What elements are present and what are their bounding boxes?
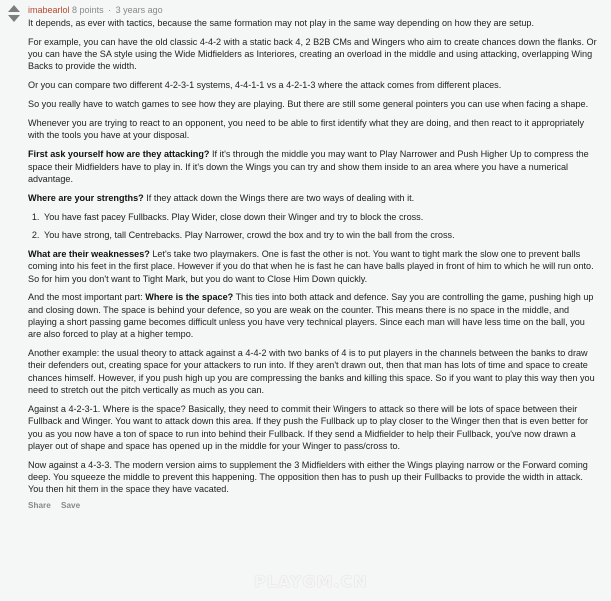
paragraph-text: And the most important part: [28,292,146,303]
paragraph-text: If it's through the middle you may want to Play Narrower and Push Higher Up to compress the space their Midfielders have to play in. If it's down the Wings you can try and show them inside to an area where you have a numerical advantage. [28,149,589,184]
comment-meta [28,3,600,17]
paragraph: For example, you can have the old classic 4-4-2 with a static back 4, 2 B2B CMs and Wingers who aim to create chances down the flanks. Or you can have the SA style using the Wide Midfielders as Interiores, creating an overload in the middle and using attacking, overlapping Wing Backs to provide the width. [28,36,597,72]
comment-points: 8 points [72,5,104,15]
vote-column [8,5,20,22]
bold-question: Where is the space? [145,292,234,303]
bold-question: Where are your strengths? [28,192,144,203]
comment [28,3,600,510]
paragraph [28,248,600,285]
paragraph: Against a 4-2-3-1. Where is the space? Basically, they need to commit their Wingers to attack so there will be lots of space between their Fullback and Winger. You want to attack down this area. If they push the Fullback up to play closer to the Winger then that is even better for you as you now have a ton of space to run into behind their Fullback. If they send a Midfielder to help their Fullback, you've now drawn a player out of shape and space has opened up in the middle for your Winger to pass/cross to. [28,403,589,451]
paragraph-text: If they attack down the Wings there are two ways of dealing with it. [143,192,415,203]
paragraph: It depends, as ever with tactics, because the same formation may not play in the same way depending on how they are setup. [28,18,534,28]
numbered-list [28,211,600,242]
comment-actions [28,501,600,510]
watermark-logo: PLAYGM.CN [254,572,368,591]
paragraph [28,148,600,185]
paragraph: So you really have to watch games to see how they are playing. But there are still some general pointers you can use when facing a shape. [28,99,589,110]
paragraph: Whenever you are trying to react to an opponent, you need to be able to first identify what they are doing, and then react to it appropriately with the tools you have at your disposal. [28,118,585,141]
paragraph: Another example: the usual theory to attack against a 4-4-2 with two banks of 4 is to put players in the channels between the banks to draw their defenders out, creating space for your attackers to run into. If they aren't drawn out, then that man has lots of time and space to create chances himself. However, if you push high up you are compressing the banks and killing this space. So if you want to play this way then you need to stretch out the pitch vertically as much as you can. [28,348,595,396]
list-item: 1. You have fast pacey Fullbacks. Play Wider, close down their Winger and try to block the cross. [42,211,600,223]
paragraph-text: Let's take two playmakers. One is fast the other is not. You want to tight mark the slow one to prevent balls coming into his feet in the first place. However if you do that when he is fast he can have balls played in front of him to which he will run onto. So for him you don't want to Tight Mark, but you do want to Close Him Down quickly. [28,248,594,284]
save-button[interactable]: Save [61,501,81,511]
downvote-arrow-icon[interactable] [8,15,20,22]
bold-question: What are their weaknesses? [28,248,150,259]
paragraph: Or you can compare two different 4-2-3-1 systems, 4-4-1-1 vs a 4-2-1-3 where the attack comes from different places. [28,80,502,91]
comment-author[interactable]: imabearlol [28,5,70,15]
paragraph [28,192,600,204]
list-item: 2. You have strong, tall Centrebacks. Play Narrower, crowd the box and try to win the ball from the cross. [42,229,600,241]
paragraph [28,291,600,340]
upvote-arrow-icon[interactable] [8,5,20,12]
share-button[interactable]: Share [28,501,51,511]
bold-question: First ask yourself how are they attacking? [28,149,210,160]
paragraph: Now against a 4-3-3. The modern version aims to supplement the 3 Midfielders with either the Wings playing narrow or the Forward coming deep. You squeeze the middle to prevent this happening. The opposition then has to push up their Fullbacks to provide the width in attack. You then hit them in the space they have vacated. [28,459,588,495]
comment-body [28,17,600,496]
meta-separator: · [108,5,112,15]
comment-age[interactable]: 3 years ago [115,5,163,15]
paragraph-text: This ties into both attack and defence. Say you are controlling the game, pushing high up and closing down. The space is behind your defence, so you are weak on the counter. This means there is no space in the middle, and playing a short passing game becomes difficult unless you have very technical players. Since each man will have less time on the ball, you are also forced to play at a higher tempo. [28,292,594,340]
